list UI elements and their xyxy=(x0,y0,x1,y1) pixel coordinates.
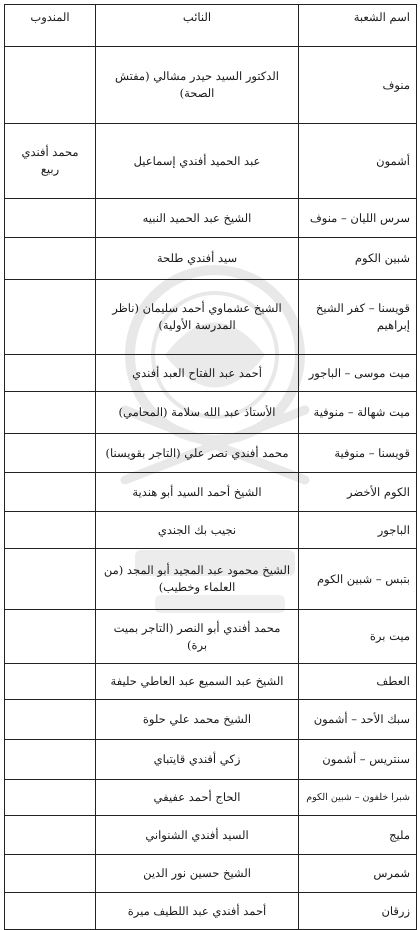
delegate-cell xyxy=(5,473,96,512)
table-row xyxy=(5,238,417,280)
table-row xyxy=(5,664,417,700)
table-row xyxy=(5,124,417,199)
branch-cell: ميت موسى – الباجور xyxy=(299,355,417,392)
branch-cell: العطف xyxy=(299,664,417,700)
delegate-cell xyxy=(5,392,96,434)
deputy-cell: الأستاذ عبد الله سلامة (المحامي) xyxy=(96,392,299,434)
delegate-cell xyxy=(5,355,96,392)
delegate-cell xyxy=(5,893,96,930)
branch-cell: الباجور xyxy=(299,512,417,549)
delegate-cell xyxy=(5,549,96,610)
table-row xyxy=(5,47,417,124)
table-row xyxy=(5,549,417,610)
deputy-cell: سيد أفندي طلحة xyxy=(96,238,299,280)
delegate-cell xyxy=(5,434,96,473)
branch-cell: بتبس – شبين الكوم xyxy=(299,549,417,610)
delegate-cell xyxy=(5,664,96,700)
deputy-cell: الشيخ حسين نور الدين xyxy=(96,855,299,893)
delegate-cell xyxy=(5,740,96,780)
table-row xyxy=(5,473,417,512)
deputy-cell: زكي أفندي قايتباي xyxy=(96,740,299,780)
table-row xyxy=(5,280,417,355)
branches-table xyxy=(4,4,417,930)
delegate-cell xyxy=(5,855,96,893)
deputy-cell: أحمد أفندي عبد اللطيف ميرة xyxy=(96,893,299,930)
delegate-cell xyxy=(5,700,96,740)
table-row xyxy=(5,893,417,930)
branch-cell: ميت برة xyxy=(299,610,417,664)
delegate-cell xyxy=(5,610,96,664)
table-header-row xyxy=(5,5,417,47)
deputy-cell: عبد الحميد أفندي إسماعيل xyxy=(96,124,299,199)
deputy-cell: الشيخ أحمد السيد أبو هندية xyxy=(96,473,299,512)
deputy-cell: الحاج أحمد عفيفي xyxy=(96,780,299,816)
delegate-cell xyxy=(5,47,96,124)
branch-cell: قويسنا – كفر الشيخ إبراهيم xyxy=(299,280,417,355)
table-row xyxy=(5,512,417,549)
deputy-cell: نجيب بك الجندي xyxy=(96,512,299,549)
branch-cell: زرقان xyxy=(299,893,417,930)
deputy-cell: الدكتور السيد حيدر مشالي (مفتش الصحة) xyxy=(96,47,299,124)
delegate-cell xyxy=(5,816,96,855)
branch-cell: شبرا خلفون – شبين الكوم xyxy=(299,780,417,816)
delegate-cell xyxy=(5,238,96,280)
branch-cell: منوف xyxy=(299,47,417,124)
table-row xyxy=(5,199,417,238)
header-branch: اسم الشعبة xyxy=(299,5,417,47)
table-row xyxy=(5,392,417,434)
delegate-cell xyxy=(5,199,96,238)
table-row xyxy=(5,816,417,855)
deputy-cell: الشيخ محمود عبد المجيد أبو المجد (من العلماء وخطيب) xyxy=(96,549,299,610)
table-row xyxy=(5,855,417,893)
delegate-cell: محمد أفندي ربيع xyxy=(5,124,96,199)
delegate-cell xyxy=(5,280,96,355)
deputy-cell: الشيخ عشماوي أحمد سليمان (ناظر المدرسة الأولية) xyxy=(96,280,299,355)
deputy-cell: الشيخ محمد علي حلوة xyxy=(96,700,299,740)
branch-cell: شمرس xyxy=(299,855,417,893)
table-row xyxy=(5,434,417,473)
table-row xyxy=(5,780,417,816)
delegate-cell xyxy=(5,512,96,549)
branch-cell: سنتريس – أشمون xyxy=(299,740,417,780)
table-row xyxy=(5,740,417,780)
branch-cell: مليج xyxy=(299,816,417,855)
header-delegate: المندوب xyxy=(5,5,96,47)
deputy-cell: محمد أفندي نصر علي (التاجر بقويسنا) xyxy=(96,434,299,473)
branch-cell: سرس الليان – منوف xyxy=(299,199,417,238)
branch-cell: الكوم الأخضر xyxy=(299,473,417,512)
delegate-cell xyxy=(5,780,96,816)
branch-cell: أشمون xyxy=(299,124,417,199)
branch-cell: سبك الأحد – أشمون xyxy=(299,700,417,740)
table-row xyxy=(5,700,417,740)
table-row xyxy=(5,610,417,664)
branch-cell: قويسنا – منوفية xyxy=(299,434,417,473)
deputy-cell: الشيخ عبد السميع عبد العاطي حليفة xyxy=(96,664,299,700)
deputy-cell: محمد أفندي أبو النصر (التاجر بميت برة) xyxy=(96,610,299,664)
header-deputy: النائب xyxy=(96,5,299,47)
deputy-cell: السيد أفندي الشنواني xyxy=(96,816,299,855)
branch-cell: ميت شهالة – منوفية xyxy=(299,392,417,434)
branch-cell: شبين الكوم xyxy=(299,238,417,280)
table-row xyxy=(5,355,417,392)
deputy-cell: الشيخ عبد الحميد النبيه xyxy=(96,199,299,238)
deputy-cell: أحمد عبد الفتاح العبد أفندي xyxy=(96,355,299,392)
